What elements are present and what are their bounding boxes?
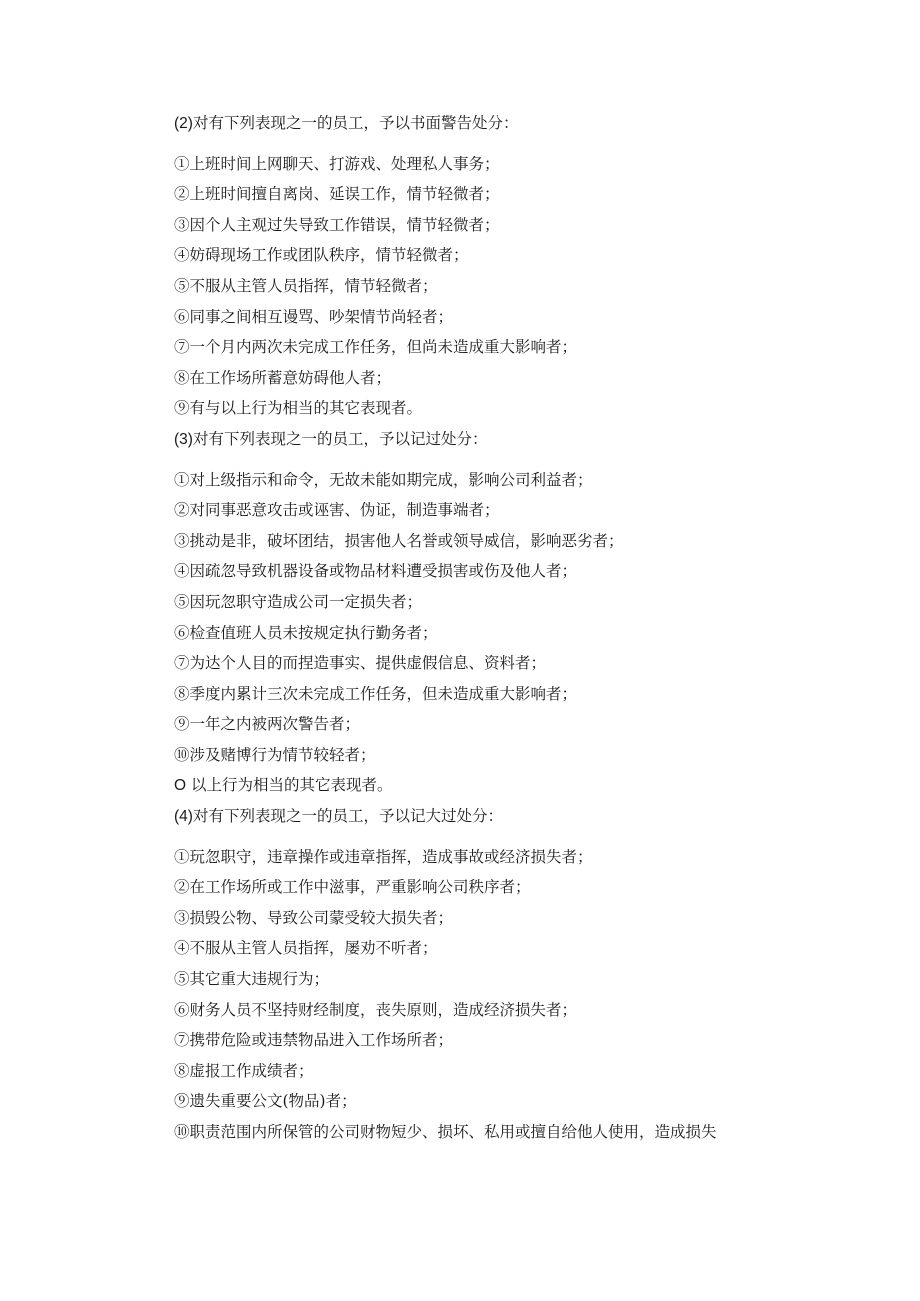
list-item: ⑧虚报工作成绩者； (174, 1061, 314, 1080)
list-item: ⑨一年之内被两次警告者； (174, 715, 361, 734)
list-item: ⑧在工作场所蓄意妨碍他人者； (174, 368, 392, 387)
list-item: ⑥财务人员不坚持财经制度，丧失原则，造成经济损失者； (174, 1000, 578, 1019)
heading-text: 对有下列表现之一的员工，予以记过处分： (192, 429, 488, 448)
list-item: ④不服从主管人员指挥，屡劝不听者； (174, 939, 438, 958)
list-item: ⑤其它重大违规行为； (174, 970, 330, 989)
list-item: ①上班时间上网聊天、打游戏、处理私人事务； (174, 154, 500, 173)
list-item: ②上班时间擅自离岗、延误工作，情节轻微者； (174, 185, 500, 204)
heading-number: (2) (174, 115, 193, 132)
item-list (174, 149, 814, 424)
section-written-warning (174, 108, 814, 424)
list-item: ③因个人主观过失导致工作错误，情节轻微者； (174, 215, 500, 234)
list-item: ③损毁公物、导致公司蒙受较大损失者； (174, 908, 454, 927)
list-item: ⑥检查值班人员未按规定执行勤务者； (174, 623, 438, 642)
section-heading (174, 424, 814, 455)
list-item: ①对上级指示和命令，无故未能如期完成，影响公司利益者； (174, 470, 593, 489)
list-item: ⑩职责范围内所保管的公司财物短少、损坏、私用或擅自给他人使用，造成损失 (174, 1123, 717, 1141)
list-item: ②在工作场所或工作中滋事，严重影响公司秩序者； (174, 878, 531, 897)
list-item: ⑤因玩忽职守造成公司一定损失者； (174, 592, 423, 611)
list-item: ⑧季度内累计三次未完成工作任务，但未造成重大影响者； (174, 684, 578, 703)
heading-number: (4) (174, 808, 193, 826)
list-item: ⑦一个月内两次未完成工作任务，但尚未造成重大影响者； (174, 338, 578, 357)
list-item: ④因疏忽导致机器设备或物品材料遭受损害或伤及他人者； (174, 562, 578, 581)
list-item: ⑨遗失重要公文(物品)者； (174, 1092, 357, 1111)
section-demerit (174, 424, 814, 801)
list-item: ⑥同事之间相互谩骂、吵架情节尚轻者； (174, 307, 454, 326)
section-heading (174, 108, 814, 139)
heading-text: 对有下列表现之一的员工，予以记大过处分： (192, 807, 503, 826)
item-text: 以上行为相当的其它表现者。 (191, 776, 393, 795)
document-page (174, 108, 814, 1148)
list-item: ⑦携带危险或违禁物品进入工作场所者； (174, 1031, 454, 1050)
heading-number: (3) (174, 430, 193, 448)
list-item: ③挑动是非，破坏团结，损害他人名誉或领导威信，影响恶劣者； (174, 531, 624, 550)
list-item: ②对同事恶意攻击或诬害、伪证，制造事端者； (174, 501, 500, 520)
list-item: ⑦为达个人目的而捏造事实、提供虚假信息、资料者； (174, 654, 547, 673)
item-mark: O (174, 777, 187, 795)
list-item: ⑩涉及赌博行为情节较轻者； (174, 745, 376, 764)
list-item: ⑨有与以上行为相当的其它表现者。 (174, 399, 423, 418)
list-item: ⑤不服从主管人员指挥，情节轻微者； (174, 276, 438, 295)
list-item: ①玩忽职守，违章操作或违章指挥，造成事故或经济损失者； (174, 847, 593, 866)
item-list (174, 842, 814, 1148)
item-list (174, 465, 814, 802)
heading-text: 对有下列表现之一的员工，予以书面警告处分： (192, 114, 519, 132)
list-item (174, 770, 814, 801)
section-major-demerit (174, 801, 814, 1148)
section-heading (174, 801, 814, 832)
list-item: ④妨碍现场工作或团队秩序，情节轻微者； (174, 246, 469, 265)
